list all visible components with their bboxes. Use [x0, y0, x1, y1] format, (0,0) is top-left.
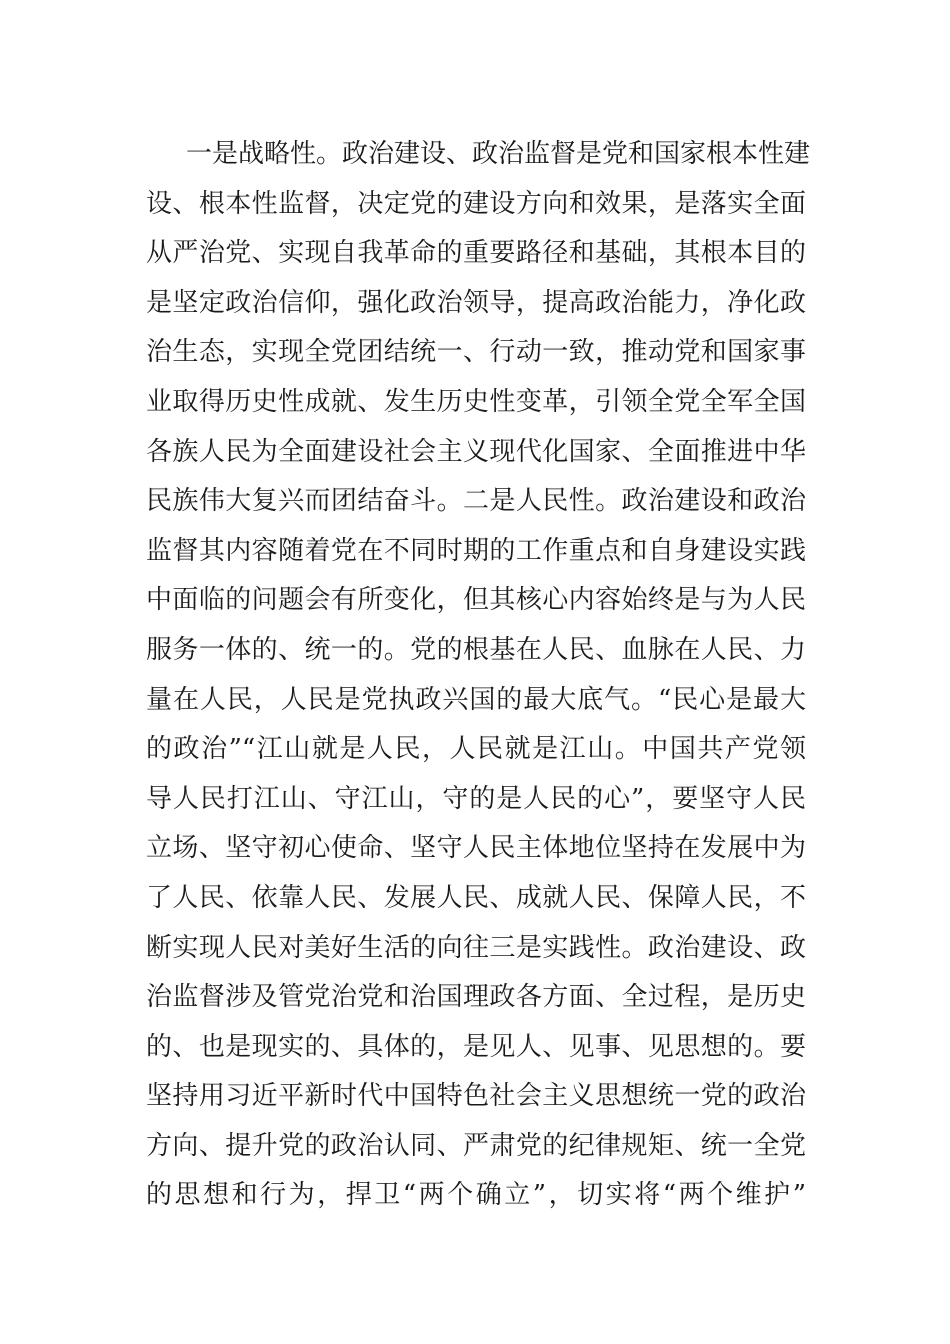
text-line-14: 导人民打江山、守江山，守的是人民的心”，要坚守人民: [146, 783, 806, 814]
text-line-16: 了人民、依靠人民、发展人民、成就人民、保障人民，不: [146, 882, 806, 913]
text-line-4: 是坚定政治信仰，强化政治领导，提高政治能力，净化政: [146, 287, 806, 318]
text-line-6: 业取得历史性成就、发生历史性变革，引领全党全军全国: [146, 386, 806, 417]
text-line-1: 一是战略性。政治建设、政治监督是党和国家根本性建: [186, 139, 811, 169]
text-line-12: 量在人民，人民是党执政兴国的最大底气。“民心是最大: [146, 684, 806, 715]
body-paragraph: [146, 130, 811, 1221]
text-line-5: 治生态，实现全党团结统一、行动一致，推动党和国家事: [146, 337, 806, 368]
text-line-11: 服务一体的、统一的。党的根基在人民、血脉在人民、力: [146, 634, 806, 665]
text-line-18: 治监督涉及管党治党和治国理政各方面、全过程，是历史: [146, 982, 806, 1013]
text-line-10: 中面临的问题会有所变化，但其核心内容始终是与为人民: [146, 585, 806, 616]
text-line-9: 监督其内容随着党在不同时期的工作重点和自身建设实践: [146, 535, 806, 566]
text-line-3: 从严治党、实现自我革命的重要路径和基础，其根本目的: [146, 238, 806, 269]
text-line-22: 的思想和行为，捍卫“两个确立”，切实将“两个维护”: [146, 1180, 806, 1211]
text-line-2: 设、根本性监督，决定党的建设方向和效果，是落实全面: [146, 188, 806, 219]
text-line-21: 方向、提升党的政治认同、严肃党的纪律规矩、统一全党: [146, 1130, 806, 1161]
text-line-8: 民族伟大复兴而团结奋斗。二是人民性。政治建设和政治: [146, 486, 806, 517]
text-line-7: 各族人民为全面建设社会主义现代化国家、全面推进中华: [146, 436, 806, 467]
text-line-13: 的政治”“江山就是人民，人民就是江山。中国共产党领: [146, 734, 806, 765]
text-line-17: 断实现人民对美好生活的向往三是实践性。政治建设、政: [146, 932, 806, 963]
text-line-20: 坚持用习近平新时代中国特色社会主义思想统一党的政治: [146, 1081, 806, 1112]
text-line-19: 的、也是现实的、具体的，是见人、见事、见思想的。要: [146, 1031, 806, 1062]
text-line-15: 立场、坚守初心使命、坚守人民主体地位坚持在发展中为: [146, 833, 806, 864]
